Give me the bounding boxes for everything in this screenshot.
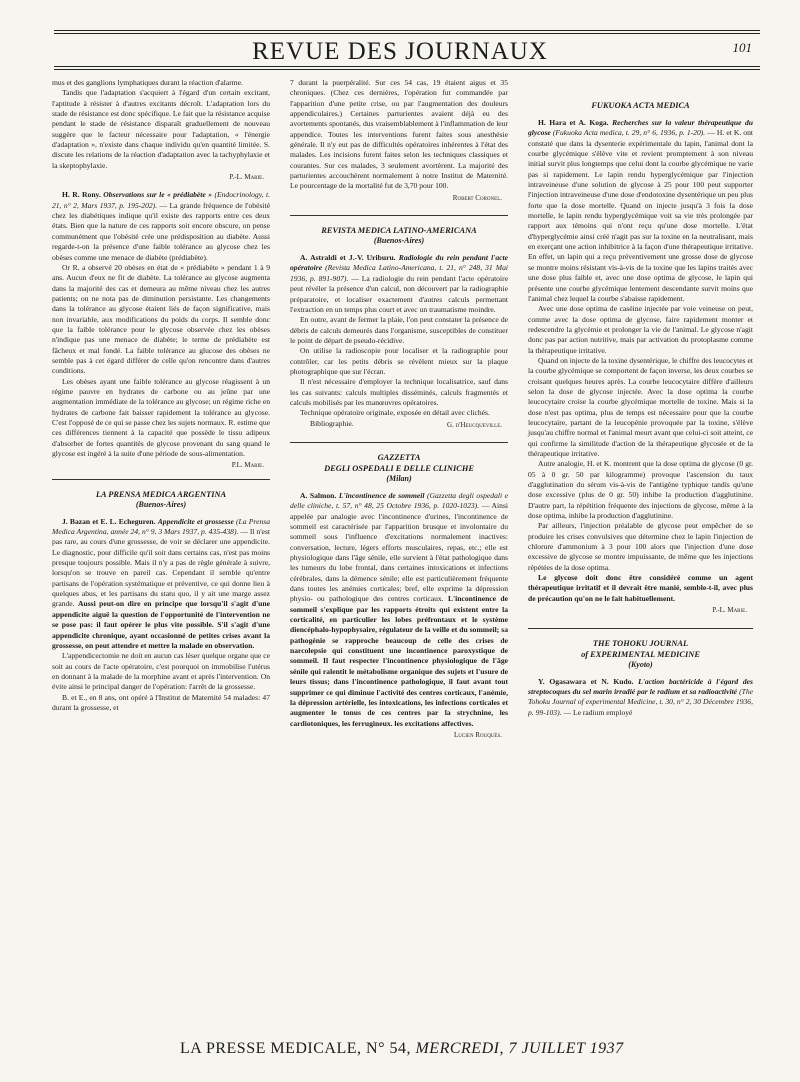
page-footer: [180, 1040, 740, 1058]
article-source: (Fukuoka Acta medica, t. 29, n° 6, 1936, p. 1-20).: [552, 128, 706, 138]
spacer: [290, 246, 508, 253]
spacer: [528, 111, 753, 118]
section-divider: [52, 479, 270, 480]
spacer: [528, 78, 753, 100]
section-city: (Buenos-Aires): [135, 499, 187, 509]
section-heading: FUKUOKA ACTA MEDICA: [591, 101, 690, 110]
header-rule-top: [54, 30, 760, 31]
section-city: (Milan): [386, 473, 412, 483]
spacer: [528, 670, 753, 677]
signature: G. d'Heucqueville.: [447, 420, 502, 429]
page-number: 101: [732, 40, 752, 55]
section-divider: [290, 215, 508, 216]
article-text: — H. et K. ont constaté que dans la dysenterie expérimentale du lapin, l'animal dont la courbe glycémique s'élève vite et revient promptement à son niveau initial survit plus longtemps que celui dont la courbe glycémique ne varie pas si rapidement. Le lapin rendu hyperglycémique par l'injection intraveineuse d'une solution de glycose à 25 pour 100 peut supporter l'injection intraveineuse d'une dose d'endotoxine dysentérique un peu plus forte que la dose mortelle. Quand on injecte jusqu'à 3 fois la dose mortelle, le lapin rendu hyperglycémique voit sa vie très prolongée par rapport aux témoins qui n'ont reçu qu'une dose mortelle. L'état d'hyperglycémie ainsi créé n'agit pas sur la toxine en la neutralisant, mais en exerçant une action inhibitrice à la façon d'une thérapeutique irritative. En effet, un lapin qui a reçu préventivement une grosse dose de glycose se montre moins résistant vis-à-vis de la toxine que les lapins traités avec une dose plus faible et, avec une dose optima de glycose, le lapin qui présente une courbe glycémique lentement descendante survit moins que l'animal chez lequel la courbe s'abaisse rapidement.: [528, 128, 754, 303]
footer-date: MERCREDI, 7 JUILLET 1937: [415, 1040, 624, 1057]
paragraph-bold: Le glycose doit donc être considéré comme un agent thérapeutique irritatif et il devrait être manié, semble-t-il, avec plus de précaution qu'on ne le fait habituellement.: [528, 573, 753, 603]
paragraph: 7 durant la puerpéralité. Sur ces 54 cas, 19 étaient aigus et 35 chroniques. (Chez ces dernières, l'opération fut commandée par l'apparition d'une petite crise, ou par l'augmentation des douleurs appendiculaires.) Certaines parturientes avaient déjà eu des avortements spontanés, dus vraisemblablement à l'inflammation de leur appendice. Toutes les interventions furent faites sous anesthésie générale. Il n'y eut pas de difficultés opératoires inhérentes à l'état des malades. Les incisions furent faites selon les techniques classiques et courantes. Sur ces malades, 3 seulement avortèrent. La majorité des parturientes accouchèrent normalement à notre Institut de Maternité. Le pourcentage de la mortalité fut de 3,70 pour 100.: [290, 78, 508, 191]
paragraph: Par ailleurs, l'injection préalable de glycose peut empêcher de se produire les crises convulsives que détermine chez le lapin l'injection de chlorure d'ammonium à 3 pour 100 alors que l'injection d'une dose excessive de glycose se montre impuissante, de même que les injections répétées de la dose optima.: [528, 521, 753, 572]
article-source: (La Prensa Medica Argentina, année 24, n° 9, 3 Mars 1937, p. 435-438).: [52, 516, 271, 537]
article-source: (Endocrinology, t. 21, n° 2, Mars 1937, p. 195-202).: [52, 190, 271, 210]
article-author: H. R. Rony.: [62, 190, 101, 200]
article-text-bold: Aussi peut-on dire en principe que lorsqu'il s'agit d'une appendicite aiguë la question de l'opportunité de l'intervention ne se pose pas: il faut opérer le plus vite possible. S'il s'agit d'une appendicite chronique, ayant occasionné de petites crises avant la grossesse, on peut attendre et mettre la malade en observation.: [52, 599, 270, 650]
article-title: L'action bactéricide à l'égard des streptocoques du sel marin irradié par le radium et sa radioactivité: [528, 676, 754, 696]
article-text-bold: L'incontinence de sommeil s'explique par les rapports étroits qui existent entre la corticalité, en particulier les lobes préfrontaux et le système diencéphalo-hypophysaire, régulateur de la veille et du sommeil; sa pathogénie se rapproche beaucoup de celle des crises de narcolepsie qui constituent une incontinence paroxystique de sommeil. Il faut respecter l'incontinence physiologique de l'âge sénile qui ralentit le métabolisme organique des sujets et l'usure de leurs tissus; dans l'incontinence pathologique, il faut avant tout supprimer ce qui diminue l'activité des centres corticaux, l'anémie, la dépression artérielle, les intoxications, les infections corticales et augmenter le tonus de ces centres par la strychnine, les cardiotoniques, les ferrugineux. les excitations affectives.: [290, 594, 508, 728]
signature: P.-L. Marie.: [712, 606, 747, 615]
article-title: Observations sur le « prédiabète »: [103, 190, 212, 200]
header-rule-bottom: [54, 66, 760, 67]
article-title: L'incontinence de sommeil: [338, 490, 425, 500]
section-heading: REVISTA MEDICA LATINO-AMERICANA: [321, 226, 477, 236]
paragraph: Il n'est nécessaire d'employer la technique localisatrice, sauf dans les cas suivants: calculs multiples disséminés, calculs fragmentés et calculs mobilisés par les manœuvres opératoires.: [290, 377, 508, 407]
column-1: [52, 78, 270, 713]
article-bazan: [52, 517, 270, 651]
spacer: [290, 484, 508, 491]
paragraph: On utilise la radioscopie pour localiser et la radiographie pour contrôler, car les petits débris se révèlent mieux sur la plaque photographique que sur l'écran.: [290, 346, 508, 376]
page-title: REVUE DES JOURNAUX: [252, 38, 548, 65]
bibliography-label: Bibliographie.: [310, 418, 354, 428]
section-heading-2: DEGLI OSPEDALI E DELLE CLINICHE: [324, 463, 474, 473]
article-text: — Ainsi appelée par analogie avec l'incontinence d'urines, l'incontinence de sommeil est caractérisée par l'apparition brusque et involontaire du sommeil sous l'influence d'excitations normalement inactives: conversation, lecture, légers efforts musculaires, repas, etc.; elle est physiologique dans l'âge sénile, elle survient à l'état pathologique dans les tumeurs du lobe frontal, dans certaines intoxications et infections cérébrales, dans la démence sénile; elle est particulièrement fréquente dans toutes les anémies corticales; bref, elle exprime la dépression physio- ou pathologique des centres corticaux.: [290, 501, 509, 604]
article-title: Recherches sur la valeur thérapeutique du glycose: [528, 118, 753, 138]
column-2: [290, 78, 508, 740]
paragraph: En outre, avant de fermer la plaie, l'on peut constater la présence de débris de calculs demeurés dans l'organisme, susceptibles de constituer le point de départ de pseudo-récidive.: [290, 315, 508, 345]
paragraph: Tandis que l'adaptation s'acquiert à l'égard d'un certain excitant, l'aptitude à résister à d'autres excitants décroît. L'adaptation lors du stade de résistance est donc spécifique. Le fait que la résistance acquise pendant le stade de résistance disparaît graduellement de nouveau suggère que le facteur nécessaire pour l'adaptation, « l'énergie d'adaptation », n'existe dans chaque individu qu'en quantité limitée. S. discute les relations de la réaction d'adaptation avec la tachyphylaxie et la skeptophylaxie.: [52, 88, 270, 170]
article-author: A. Astraldi et J.-V. Uriburu.: [300, 253, 396, 263]
header-rule-bottom-2: [54, 69, 760, 70]
paragraph: L'appendicectomie ne doit en aucun cas léser quelque organe que ce soit au cours de l'acte opératoire, c'est pourquoi on immobilise l'utérus en donnant à la malade de la morphine avant et après l'intervention. On évite ainsi le principal danger de l'opération: l'arrêt de la grossesse.: [52, 651, 270, 692]
article-ogasawara: [528, 677, 753, 718]
bibliography-row: [290, 419, 508, 430]
signature: P.L. Marie.: [231, 461, 264, 470]
article-author: A. Salmon.: [300, 490, 337, 500]
paragraph: Autre analogie, H. et K. montrent que la dose optima de glycose (0 gr. 05 à 0 gr. 50 par kilogramme) provoque l'ascension du taux d'agglutination du sérum vis-à-vis de l'antigène typhique tandis qu'une dose excessive (plus de 0 gr. 50) inhibe la production d'agglutinine. D'autre part, la répétition fréquente des injections de glycose, même à la dose optima, inhibe la production d'agglutinine.: [528, 459, 753, 521]
footer-issue: N° 54,: [366, 1040, 411, 1057]
section-heading: GAZZETTA: [377, 452, 421, 462]
section-heading-2: of EXPERIMENTAL MEDICINE: [581, 649, 700, 659]
article-rony: [52, 190, 270, 262]
signature: Robert Coronel.: [452, 193, 502, 202]
article-source: (Revista Medica Latino-Americana, t. 21, n° 248, 31 Mai 1936, p. 891-907).: [290, 263, 508, 283]
article-text: — La radiologie du rein pendant l'acte opératoire peut révéler la présence d'un calcul, non découvert par la radiographie préparatoire, et localiser exactement d'autres calculs permettant l'extraction en un temps plus court et avec un traumatisme moindre.: [290, 273, 508, 314]
paragraph: Les obèses ayant une faible tolérance au glycose réagissent à un régime pauvre en hydrates de carbone ou au jeûne par une augmentation immédiate de la tolérance au glycose; un régime riche en hydrates de carbone fait baisser rapidement la tolérance au glycose. C'est l'opposé de ce qui se passe chez les sujets normaux. R. estime que ces différences tiennent à la capacité que possède le tissu adipeux d'absorber de fortes quantités de glycose provenant du sang quand le glycose est ingéré à la suite d'une période de sous-alimentation.: [52, 376, 270, 459]
spacer: [52, 182, 270, 190]
signature: P.-L. Marie.: [229, 173, 264, 182]
footer-journal: LA PRESSE MEDICALE,: [180, 1040, 362, 1057]
article-text: — Le radium employé: [563, 707, 633, 717]
signature: Lucien Rouquès.: [454, 730, 502, 739]
article-title: Radiologie du rein pendant l'acte opératoire: [290, 253, 508, 273]
article-source: (Gazzetta degli ospedali e delle cliniche, t. 57, n° 48, 25 Octobre 1936, p. 1020-1023).: [290, 490, 508, 511]
section-divider: [528, 628, 753, 629]
paragraph: Or R. a observé 20 obèses en état de « prédiabète » pendant 1 à 9 ans. Aucun d'eux ne fit de diabète. La tolérance au glycose augmenta dans la majorité des cas et demeura au même niveau chez les autres patients; on ne nota pas de diminution persistante. Les changements dans la tolérance au glycose étaient liés de façon significative, mais non invariable, aux modifications du poids du corps. Il semble donc que la faible tolérance pour le glycose observée chez les obèses n'indique pas une menace de diabète; le terme de prédiabète est fâcheux et mal fondé. La faible tolérance au glucose des obèses ne semble pas à cet égard différer de celle qu'on rencontre dans d'autres conditions.: [52, 262, 270, 376]
spacer: [52, 510, 270, 517]
paragraph: B. et E., en 8 ans, ont opéré à l'Institut de Maternité 54 malades: 47 durant la grossesse, et: [52, 692, 270, 712]
paragraph: mus et des ganglions lymphatiques durant la réaction d'alarme.: [52, 78, 243, 87]
paragraph: Quand on injecte de la toxine dysentérique, le chiffre des leucocytes et la courbe glycémique se comportent de façon inverse, les deux courbes se croisant quelques heures après. La courbe leucocytaire diffère d'ailleurs selon la dose de glycose injectée. Avec la dose optima la courbe leucocytaire croise la courbe glycémique mortelle de toxine. Mais si la dose n'est pas optima, plus de temps est nécessaire pour que la courbe leucocytaire, partant de la leucopénie provoquée par la toxine, s'élève jusqu'au chiffre normal et l'animal meurt avant que celui-ci soit atteint, ce qui confirme la similitude d'action de la thérapeutique glycosée et de la thérapeutique irritative.: [528, 355, 753, 458]
header-rule-top-2: [54, 33, 760, 34]
article-source: (The Tohoku Journal of experimental Medicine, t. 30, n° 2, 30 Décembre 1936, p. 99-103).: [528, 686, 753, 717]
article-text: — La grande fréquence de l'obésité chez les diabétiques indique qu'il existe des rapports entre ces deux états. Bien que la nature de ces rapports soit encore obscure, on pense communément que l'obésité crée une prédisposition au diabète. Aussi regarde-t-on la présence d'une faible tolérance au glycose chez les obèses comme une menace de diabète (prédiabète).: [52, 200, 270, 262]
paragraph: Avec une dose optima de caséine injectée par voie veineuse on peut, comme avec la dose optima de glycose, faire rapidement monter et redescendre la glycémie et prolonger la vie de l'animal. Le glycose n'agit donc pas par action nutritive, mais par activation du protoplasme comme la thérapeutique irritative.: [528, 304, 753, 355]
column-3: [528, 78, 753, 718]
article-title: Appendicite et grossesse: [157, 516, 234, 526]
section-city: (Kyoto): [628, 659, 653, 669]
paragraph: Technique opératoire originale, exposée en détail avec clichés.: [300, 408, 490, 418]
article-author: J. Bazan et E. L. Echeguren.: [62, 516, 156, 526]
section-city: (Buenos-Aires): [373, 236, 425, 246]
article-author: H. Hara et A. Koga.: [538, 118, 609, 127]
article-text: — Il n'est pas rare, au cours d'une grossesse, de voir se déclarer une appendicite. Le diagnostic, pour difficile qu'il soit dans certains cas, n'est pas moins presque toujours possible. Mais il n'y a pas de règle générale à suivre, lorsqu'on se trouve en pareil cas. Cependant il semble qu'entre partisans de l'opération systématique et préventive, ce qui donne lieu à quelques abus, et les partisans du statu quo, il y ait une marge assez grande.: [52, 527, 270, 609]
section-heading: LA PRENSA MEDICA ARGENTINA: [95, 489, 227, 499]
article-hara: [528, 118, 753, 304]
article-salmon: [290, 491, 508, 729]
section-heading: THE TOHOKU JOURNAL: [592, 638, 689, 648]
article-author: Y. Ogasawara et N. Kudo.: [538, 676, 634, 686]
article-astraldi: [290, 253, 508, 315]
section-divider: [290, 442, 508, 443]
